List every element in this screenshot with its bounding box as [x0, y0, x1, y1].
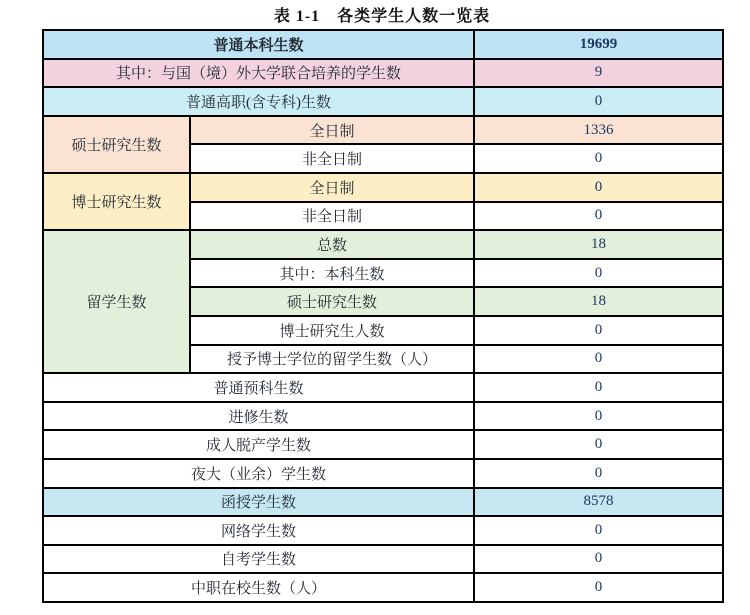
row-label-masters-fulltime: 全日制: [190, 116, 474, 145]
row-label-masters-parttime: 非全日制: [190, 144, 474, 173]
table-row: [43, 488, 723, 517]
group-label-masters: 硕士研究生数: [43, 116, 190, 173]
table-row: [43, 430, 723, 459]
row-label-intl-total: 总数: [190, 230, 474, 259]
table-row: [43, 116, 723, 145]
table-row: [43, 545, 723, 574]
student-counts-table: [42, 29, 724, 603]
row-value-undergraduate: 19699: [474, 30, 723, 59]
row-label-online: 网络学生数: [43, 516, 474, 545]
row-value-intl-masters: 18: [474, 287, 723, 316]
row-label-doctoral-parttime: 非全日制: [190, 202, 474, 231]
row-label-adult-fulltime: 成人脱产学生数: [43, 430, 474, 459]
row-value-joint-training: 9: [474, 59, 723, 88]
table-row: [43, 459, 723, 488]
row-label-doctoral-fulltime: 全日制: [190, 173, 474, 202]
table-row: [43, 230, 723, 259]
row-label-vocational: 普通高职(含专科)生数: [43, 87, 474, 116]
row-label-intl-undergrad: 其中：本科生数: [190, 259, 474, 288]
row-value-intl-total: 18: [474, 230, 723, 259]
table-caption: 表 1-1 各类学生人数一览表: [273, 8, 491, 25]
row-value-preparatory: 0: [474, 373, 723, 402]
row-label-correspondence: 函授学生数: [43, 488, 474, 517]
row-value-advanced-study: 0: [474, 402, 723, 431]
table-row: [43, 173, 723, 202]
row-label-joint-training: 其中：与国（境）外大学联合培养的学生数: [43, 59, 474, 88]
row-value-self-taught: 0: [474, 545, 723, 574]
row-value-doctoral-parttime: 0: [474, 202, 723, 231]
row-value-adult-fulltime: 0: [474, 430, 723, 459]
row-value-masters-parttime: 0: [474, 144, 723, 173]
row-value-secondary-vocational: 0: [474, 573, 723, 602]
row-value-intl-phd-awarded: 0: [474, 345, 723, 374]
row-value-evening: 0: [474, 459, 723, 488]
row-value-doctoral-fulltime: 0: [474, 173, 723, 202]
row-value-correspondence: 8578: [474, 488, 723, 517]
table-row: [43, 30, 723, 59]
row-value-vocational: 0: [474, 87, 723, 116]
table-row: [43, 573, 723, 602]
row-label-intl-phd-awarded: 授予博士学位的留学生数（人）: [190, 345, 474, 374]
row-value-masters-fulltime: 1336: [474, 116, 723, 145]
group-label-doctoral: 博士研究生数: [43, 173, 190, 230]
row-value-online: 0: [474, 516, 723, 545]
row-label-undergraduate: 普通本科生数: [43, 30, 474, 59]
row-label-secondary-vocational: 中职在校生数（人）: [43, 573, 474, 602]
row-label-self-taught: 自考学生数: [43, 545, 474, 574]
table-row: [43, 402, 723, 431]
table-row: [43, 516, 723, 545]
table-row: [43, 373, 723, 402]
row-label-intl-doctoral: 博士研究生人数: [190, 316, 474, 345]
table-row: [43, 87, 723, 116]
row-label-intl-masters: 硕士研究生数: [190, 287, 474, 316]
row-value-intl-doctoral: 0: [474, 316, 723, 345]
row-value-intl-undergrad: 0: [474, 259, 723, 288]
row-label-evening: 夜大（业余）学生数: [43, 459, 474, 488]
table-row: [43, 59, 723, 88]
group-label-international: 留学生数: [43, 230, 190, 373]
row-label-advanced-study: 进修生数: [43, 402, 474, 431]
row-label-preparatory: 普通预科生数: [43, 373, 474, 402]
